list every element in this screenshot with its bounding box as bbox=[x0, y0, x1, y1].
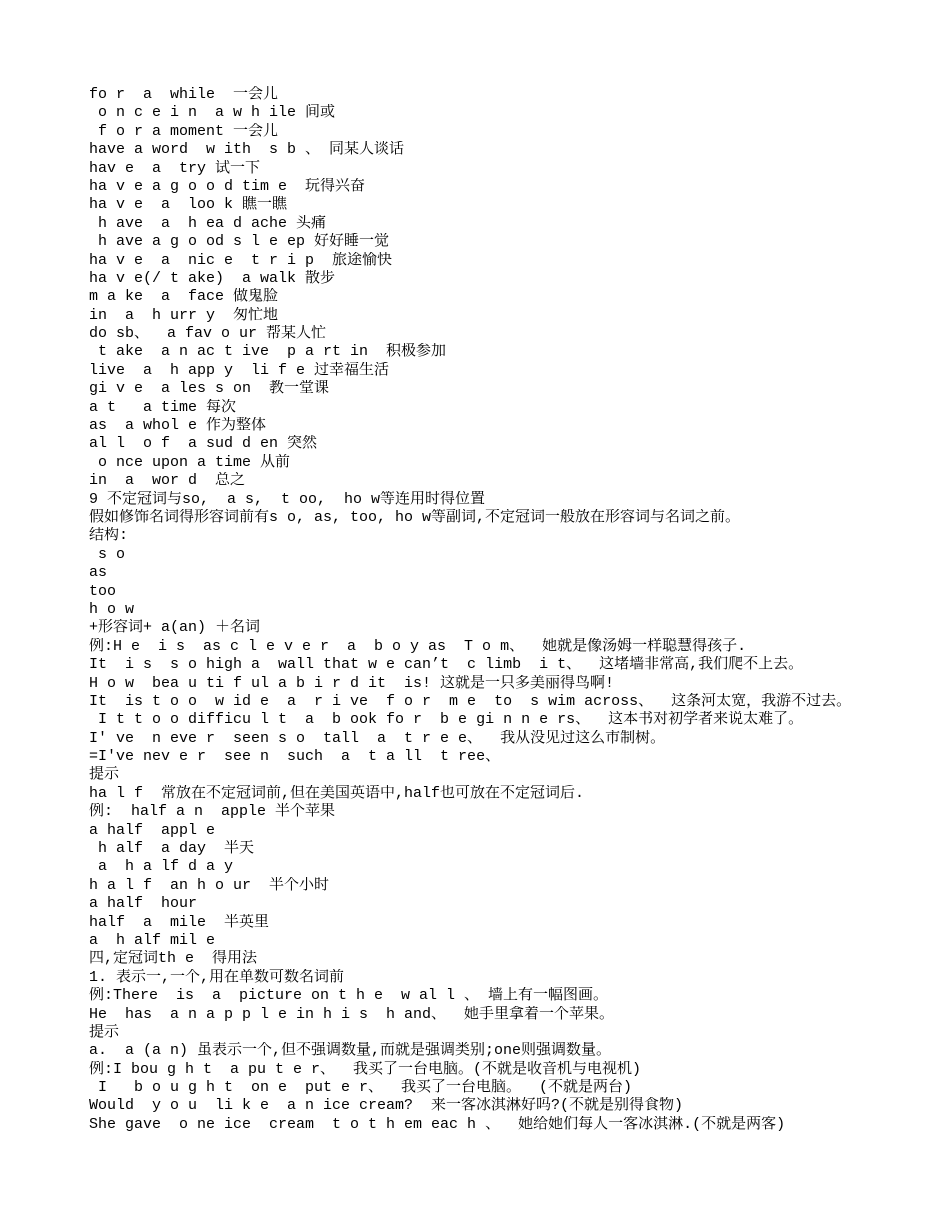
section-heading: 四,定冠词th e 得用法 bbox=[89, 950, 258, 968]
text-line: s o bbox=[89, 545, 126, 563]
text-line: ha l f 常放在不定冠词前,但在美国英语中,half也可放在不定冠词后. bbox=[89, 784, 585, 802]
text-line: +形容词+ a(an) ＋名词 bbox=[89, 619, 261, 637]
example-line: 例:H e i s as c l e v e r a b o y as T o m、 她就是像汤姆一样聪慧得孩子. bbox=[89, 637, 747, 655]
text-line: ha v e(/ t ake) a walk 散步 bbox=[89, 269, 336, 287]
text-line: too bbox=[89, 582, 117, 600]
text-line: fo r a while 一会儿 bbox=[89, 86, 279, 103]
text-line: 假如修饰名词得形容词前有s o, as, too, ho w等副词,不定冠词一般放在形容词与名词之前。 bbox=[89, 508, 741, 526]
text-line: 1. 表示一,一个,用在单数可数名词前 bbox=[89, 968, 345, 986]
text-line: o nce upon a time 从前 bbox=[89, 453, 291, 471]
example-line: I t t o o difficu l t a b ook fo r b e gi n n e rs、 这本书对初学者来说太难了。 bbox=[89, 711, 804, 729]
document-page bbox=[89, 86, 929, 1134]
text-line: have a word w ith s b 、 同某人谈话 bbox=[89, 141, 405, 159]
example-line: I b o u g h t on e put e r、 我买了一台电脑。 (不就是两台) bbox=[89, 1079, 633, 1097]
text-line: t ake a n ac t ive p a rt in 积极参加 bbox=[89, 343, 447, 361]
text-line: half a mile 半英里 bbox=[89, 913, 270, 931]
example-line: =I've nev e r see n such a t a ll t ree、 bbox=[89, 748, 501, 766]
text-line: 结构: bbox=[89, 527, 129, 545]
example-line: Would y o u li k e a n ice cream? 来一客冰淇淋好吗?(不就是别得食物) bbox=[89, 1097, 684, 1115]
text-line: o n c e i n a w h ile 间或 bbox=[89, 104, 336, 122]
example-line: He has a n a p p l e in h i s h and、 她手里拿着一个苹果。 bbox=[89, 1005, 615, 1023]
text-line: a half appl e bbox=[89, 821, 216, 839]
section-heading: 9 不定冠词与so, a s, t oo, ho w等连用时得位置 bbox=[89, 490, 486, 508]
text-line: ha v e a g o o d tim e 玩得兴奋 bbox=[89, 177, 366, 195]
text-line: h alf a day 半天 bbox=[89, 840, 255, 858]
text-line: live a h app y li f e 过幸福生活 bbox=[89, 361, 390, 379]
example-line: It is t o o w id e a r i ve f o r m e to s wim across、 这条河太宽，我游不过去。 bbox=[89, 692, 852, 710]
text-line: ha v e a nic e t r i p 旅途愉快 bbox=[89, 251, 393, 269]
text-line: ha v e a loo k 瞧一瞧 bbox=[89, 196, 288, 214]
text-line: a t a time 每次 bbox=[89, 398, 237, 416]
text-line: f o r a moment 一会儿 bbox=[89, 122, 279, 140]
text-line: as a whol e 作为整体 bbox=[89, 417, 267, 435]
example-line: 例:I bou g h t a pu t e r、 我买了一台电脑。(不就是收音机与电视机) bbox=[89, 1060, 642, 1078]
text-line: m a ke a face 做鬼脸 bbox=[89, 288, 279, 306]
text-line: a. a (a n) 虽表示一个,但不强调数量,而就是强调类别;one则强调数量。 bbox=[89, 1042, 612, 1060]
text-line: do sb、 a fav o ur 帮某人忙 bbox=[89, 325, 327, 343]
text-line: in a h urr y 匆忙地 bbox=[89, 306, 279, 324]
text-line: h a l f an h o ur 半个小时 bbox=[89, 876, 330, 894]
text-line: as bbox=[89, 564, 108, 582]
text-line: hav e a try 试一下 bbox=[89, 159, 261, 177]
example-line: She gave o ne ice cream t o t h em eac h 、 她给她们每人一客冰淇淋.(不就是两客) bbox=[89, 1115, 786, 1133]
tip-label: 提示 bbox=[89, 1023, 120, 1041]
text-line: in a wor d 总之 bbox=[89, 472, 246, 490]
example-line: It i s s o high a wall that w e can’t c limb i t、 这堵墙非常高,我们爬不上去。 bbox=[89, 656, 804, 674]
example-line: 例:There is a picture on t h e w al l 、 墙上有一幅图画。 bbox=[89, 987, 609, 1005]
example-line: 例: half a n apple 半个苹果 bbox=[89, 803, 336, 821]
text-line: h o w bbox=[89, 600, 135, 618]
tip-label: 提示 bbox=[89, 766, 120, 784]
text-line: h ave a h ea d ache 头痛 bbox=[89, 214, 327, 232]
text-line: a h a lf d a y bbox=[89, 858, 234, 876]
text-line: gi v e a les s on 教一堂课 bbox=[89, 380, 330, 398]
example-line: H o w bea u ti f ul a b i r d it is! 这就是一只多美丽得鸟啊! bbox=[89, 674, 615, 692]
example-line: I′ ve n eve r seen s o tall a t r e e、 我从没见过这么市制树。 bbox=[89, 729, 666, 747]
text-line: h ave a g o od s l e ep 好好睡一觉 bbox=[89, 233, 390, 251]
text-line: a h alf mil e bbox=[89, 931, 216, 949]
text-line: al l o f a sud d en 突然 bbox=[89, 435, 318, 453]
text-line: a half hour bbox=[89, 895, 198, 913]
